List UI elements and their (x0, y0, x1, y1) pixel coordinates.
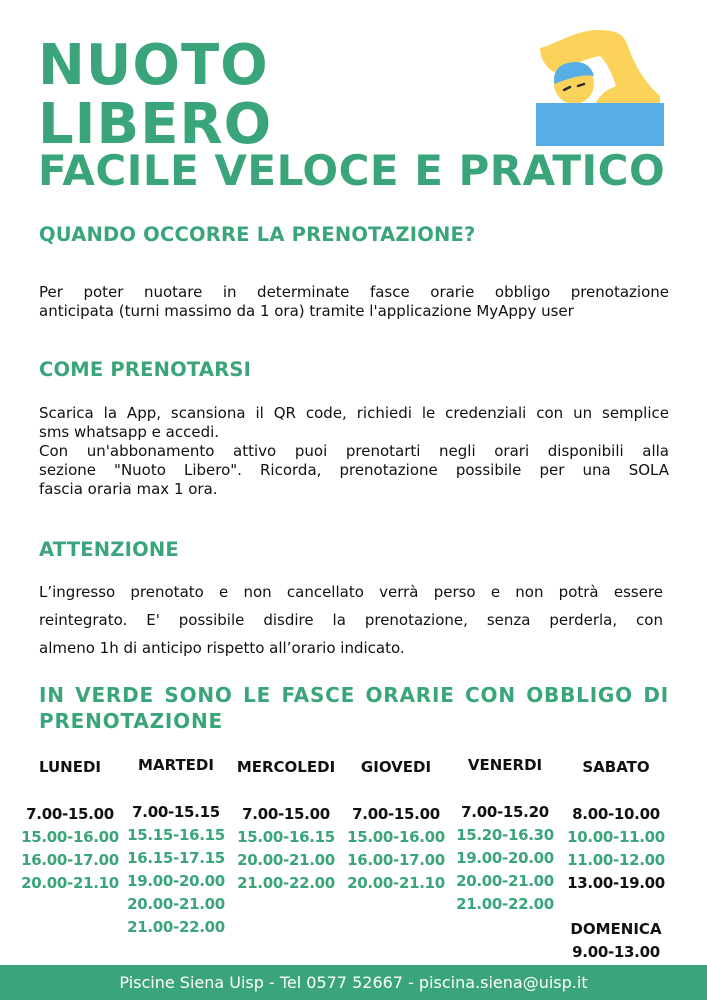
day-column-giovedi (346, 758, 446, 892)
slot-list (20, 803, 120, 895)
time-slot: 15.20-16.30 (456, 826, 554, 844)
time-slot: 16.00-17.00 (21, 851, 119, 869)
slot-list (566, 941, 666, 964)
title-line-libero: LIBERO (38, 92, 273, 157)
time-slot: 19.00-20.00 (456, 849, 554, 867)
text-line: almeno 1h di anticipo rispetto all’orario indicato. (39, 639, 405, 657)
slot-list (236, 803, 336, 895)
time-slot: 15.00-16.00 (347, 828, 445, 846)
day-column-venerdi (455, 756, 555, 913)
title-line-tagline: FACILE VELOCE E PRATICO (38, 146, 666, 195)
time-slot: 7.00-15.15 (132, 803, 220, 821)
time-slot: 15.15-16.15 (127, 826, 225, 844)
time-slot: 19.00-20.00 (127, 872, 225, 890)
text-line: anticipata (turni massimo da 1 ora) tramite l'applicazione MyAppy user (39, 302, 574, 320)
time-slot: 21.00-22.00 (456, 895, 554, 913)
swimmer-icon (536, 24, 664, 146)
heading-quando: QUANDO OCCORRE LA PRENOTAZIONE? (39, 223, 476, 246)
heading-in-verde (39, 682, 669, 734)
time-slot: 11.00-12.00 (567, 851, 665, 869)
paragraph-attenzione (39, 578, 663, 662)
paragraph-come-prenotarsi (39, 404, 669, 499)
text-line: reintegrato. E' possibile disdire la prenotazione, senza perderla, con (39, 611, 663, 629)
heading-come-prenotarsi: COME PRENOTARSI (39, 358, 252, 381)
heading-attenzione: ATTENZIONE (39, 538, 179, 561)
day-name: MERCOLEDI (236, 758, 336, 776)
day-column-lunedi (20, 758, 120, 892)
time-slot: 10.00-11.00 (567, 828, 665, 846)
time-slot: 9.00-13.00 (572, 943, 660, 961)
text-line: sms whatsapp e accedi. (39, 423, 220, 441)
text-line: L’ingresso prenotato e non cancellato verrà perso e non potrà essere (39, 583, 663, 601)
day-column-mercoledi (236, 758, 336, 892)
heading-in-verde-line2: PRENOTAZIONE (39, 709, 223, 733)
time-slot: 16.15-17.15 (127, 849, 225, 867)
day-column-martedi (126, 756, 226, 936)
time-slot: 20.00-21.00 (237, 851, 335, 869)
text-line: sezione "Nuoto Libero". Ricorda, prenotazione possibile per una SOLA (39, 461, 669, 479)
slot-list (346, 803, 446, 895)
time-slot: 7.00-15.20 (461, 803, 549, 821)
day-column-sabato (566, 758, 666, 892)
time-slot: 20.00-21.00 (456, 872, 554, 890)
footer-contact-bar: Piscine Siena Uisp - Tel 0577 52667 - piscina.siena@uisp.it (0, 965, 707, 1000)
text-line: fascia oraria max 1 ora. (39, 480, 218, 498)
time-slot: 13.00-19.00 (567, 874, 665, 892)
heading-in-verde-line1: IN VERDE SONO LE FASCE ORARIE CON OBBLIGO DI (39, 683, 669, 707)
slot-list (455, 801, 555, 916)
paragraph-quando (39, 283, 669, 321)
day-name: LUNEDI (38, 758, 102, 776)
title-line-nuoto: NUOTO (38, 33, 269, 98)
day-column-domenica (566, 918, 666, 964)
time-slot: 20.00-21.00 (127, 895, 225, 913)
slot-list (126, 801, 226, 939)
slot-list (566, 803, 666, 895)
day-name: SABATO (582, 758, 650, 776)
time-slot: 7.00-15.00 (242, 805, 330, 823)
text-line: Scarica la App, scansiona il QR code, richiedi le credenziali con un semplice (39, 404, 669, 422)
time-slot: 7.00-15.00 (352, 805, 440, 823)
day-name: DOMENICA (570, 920, 662, 938)
time-slot: 21.00-22.00 (237, 874, 335, 892)
time-slot: 20.00-21.10 (347, 874, 445, 892)
text-line: Con un'abbonamento attivo puoi prenotarti negli orari disponibili alla (39, 442, 669, 460)
text-line: Per poter nuotare in determinate fasce orarie obbligo prenotazione (39, 283, 669, 301)
day-name: VENERDI (467, 756, 543, 774)
time-slot: 16.00-17.00 (347, 851, 445, 869)
time-slot: 20.00-21.10 (21, 874, 119, 892)
time-slot: 15.00-16.15 (237, 828, 335, 846)
day-name: GIOVEDI (360, 758, 432, 776)
time-slot: 15.00-16.00 (21, 828, 119, 846)
time-slot: 21.00-22.00 (127, 918, 225, 936)
time-slot: 7.00-15.00 (26, 805, 114, 823)
day-name: MARTEDI (138, 756, 214, 774)
time-slot: 8.00-10.00 (572, 805, 660, 823)
